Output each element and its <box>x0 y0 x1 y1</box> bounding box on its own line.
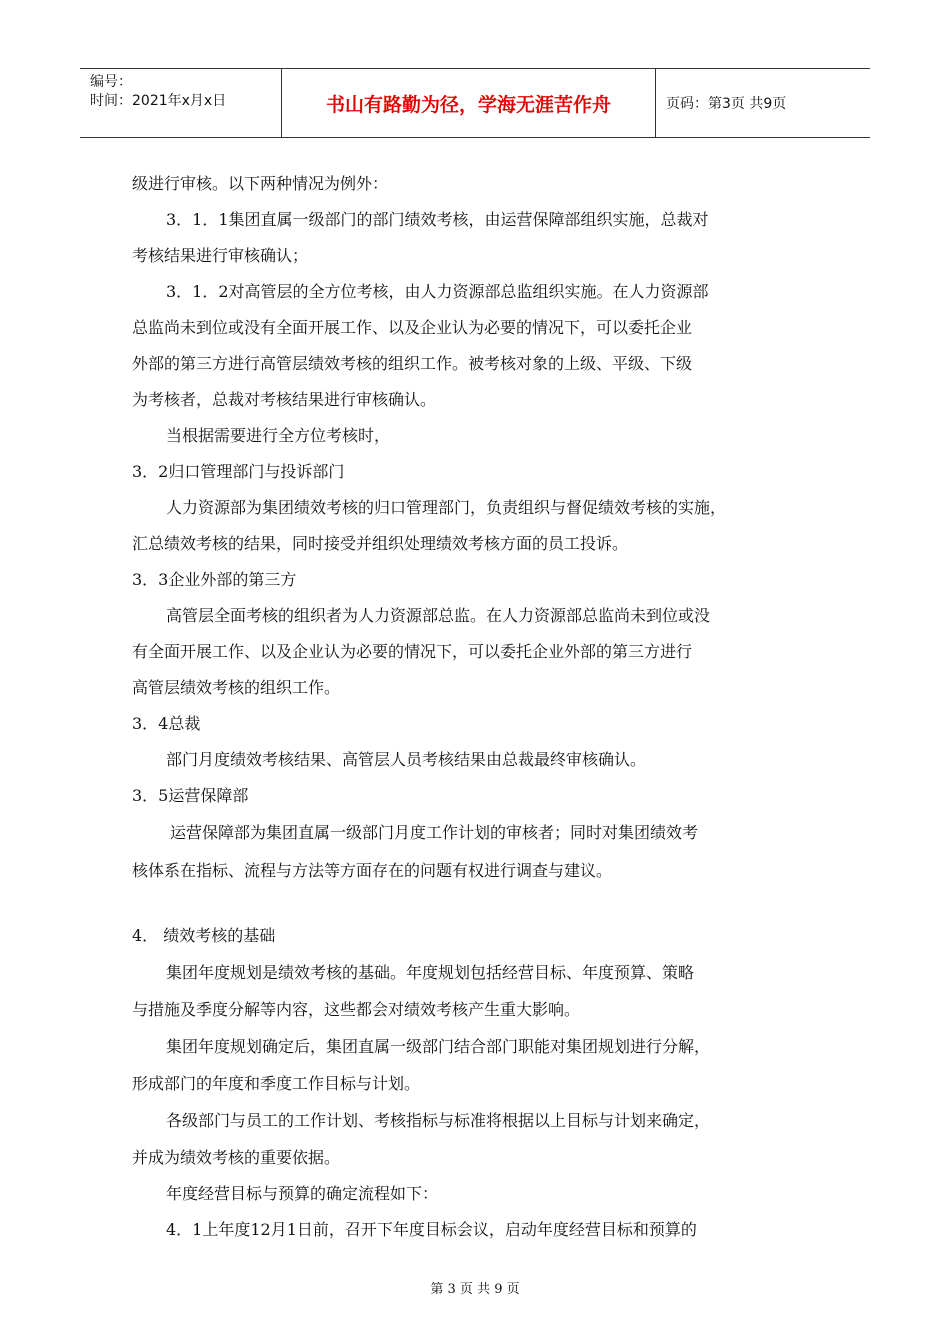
header-motto: 书山有路勤为径，学海无涯苦作舟 <box>282 69 656 137</box>
body-line: 运营保障部为集团直属一级部门月度工作计划的审核者；同时对集团绩效考 <box>170 823 699 842</box>
section-heading: 3．2归口管理部门与投诉部门 <box>132 462 345 481</box>
body-line: 集团年度规划是绩效考核的基础。年度规划包括经营目标、年度预算、策略 <box>166 963 695 982</box>
body-line: 并成为绩效考核的重要依据。 <box>132 1148 341 1167</box>
document-time-label: 时间：2021年x月x日 <box>90 93 227 109</box>
section-heading: 3．5运营保障部 <box>132 786 249 805</box>
body-line: 核体系在指标、流程与方法等方面存在的问题有权进行调查与建议。 <box>132 861 613 880</box>
body-line: 当根据需要进行全方位考核时， <box>166 426 391 445</box>
body-line: 年度经营目标与预算的确定流程如下： <box>166 1184 439 1203</box>
header-info-cell <box>80 69 282 137</box>
paragraph-gap <box>132 890 832 918</box>
body-line: 3．1．1集团直属一级部门的部门绩效考核，由运营保障部组织实施，总裁对 <box>166 210 709 229</box>
body-line: 形成部门的年度和季度工作目标与计划。 <box>132 1074 421 1093</box>
body-line: 人力资源部为集团绩效考核的归口管理部门，负责组织与督促绩效考核的实施， <box>166 498 727 517</box>
body-line: 各级部门与员工的工作计划、考核指标与标准将根据以上目标与计划来确定， <box>166 1111 711 1130</box>
body-line: 高管层绩效考核的组织工作。 <box>132 678 341 697</box>
section-heading: 3．4总裁 <box>132 714 201 733</box>
body-line: 为考核者，总裁对考核结果进行审核确认。 <box>132 390 437 409</box>
page-footer: 第 3 页 共 9 页 <box>430 1282 520 1297</box>
body-line: 总监尚未到位或没有全面开展工作、以及企业认为必要的情况下，可以委托企业 <box>132 318 693 337</box>
body-line: 集团年度规划确定后，集团直属一级部门结合部门职能对集团规划进行分解， <box>166 1037 711 1056</box>
section-heading: 3．3企业外部的第三方 <box>132 570 297 589</box>
body-line: 4．1上年度12月1日前，召开下年度目标会议，启动年度经营目标和预算的 <box>166 1220 697 1239</box>
header-page-code: 页码：第3页 共9页 <box>666 96 787 112</box>
section-heading: 4． 绩效考核的基础 <box>132 926 276 945</box>
document-number-label: 编号： <box>90 74 132 90</box>
body-line: 汇总绩效考核的结果，同时接受并组织处理绩效考核方面的员工投诉。 <box>132 534 629 553</box>
page-header <box>80 68 870 138</box>
body-line: 与措施及季度分解等内容，这些都会对绩效考核产生重大影响。 <box>132 1000 581 1019</box>
body-line: 部门月度绩效考核结果、高管层人员考核结果由总裁最终审核确认。 <box>166 750 647 769</box>
body-line: 外部的第三方进行高管层绩效考核的组织工作。被考核对象的上级、平级、下级 <box>132 354 693 373</box>
body-line: 有全面开展工作、以及企业认为必要的情况下，可以委托企业外部的第三方进行 <box>132 642 693 661</box>
body-line: 考核结果进行审核确认； <box>132 246 309 265</box>
body-line: 3．1．2对高管层的全方位考核，由人力资源部总监组织实施。在人力资源部 <box>166 282 709 301</box>
document-body <box>132 166 832 1248</box>
body-line: 高管层全面考核的组织者为人力资源部总监。在人力资源部总监尚未到位或没 <box>166 606 711 625</box>
body-line: 级进行审核。以下两种情况为例外： <box>132 174 389 193</box>
